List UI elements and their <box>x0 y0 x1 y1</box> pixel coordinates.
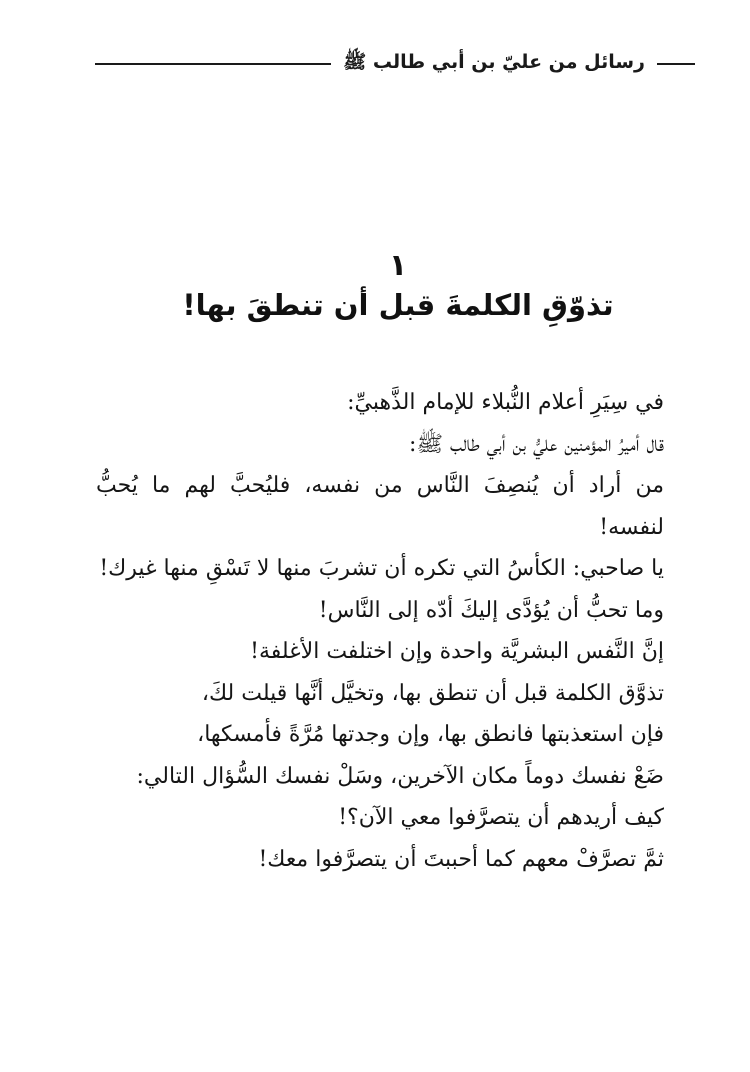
header-rule-left <box>95 63 331 65</box>
chapter-number: ١ <box>388 248 408 283</box>
paragraph: إنَّ النَّفس البشريَّة واحدة وإن اختلفت الأغلفة! <box>250 639 664 664</box>
paragraph: يا صاحبي: الكأسُ التي تكره أن تشربَ منها لا تَسْقِ منها غيرك! <box>99 556 664 581</box>
paragraph: فإن استعذبتها فانطق بها، وإن وجدتها مُرَّةً فأمسكها، <box>197 722 664 747</box>
header-rule-right <box>657 63 695 65</box>
paragraph: من أراد أن يُنصِفَ النَّاس من نفسه، فليُحبَّ لهم ما يُحبُّ لنفسه! <box>96 473 664 540</box>
paragraph: ضَعْ نفسك دوماً مكان الآخرين، وسَلْ نفسك السُّؤال التالي: <box>136 763 664 789</box>
paragraph: في سِيَرِ أعلام النُّبلاء للإمام الذَّهبيِّ: <box>347 390 664 415</box>
paragraph: قال أميرُ المؤمنين عليُّ بن أبي طالب ﷺ: <box>409 431 664 457</box>
running-header-title: رسائل من عليّ بن أبي طالب ﷺ <box>343 51 645 73</box>
body-text <box>96 382 664 880</box>
chapter-title: تذوّقِ الكلمةَ قبل أن تنطقَ بها! <box>182 288 614 322</box>
paragraph: وما تحبُّ أن يُؤدَّى إليكَ أدّه إلى النَّاس! <box>318 597 664 623</box>
paragraph: كيف أريدهم أن يتصرَّفوا معي الآن؟! <box>338 805 664 830</box>
paragraph: تذوَّق الكلمة قبل أن تنطق بها، وتخيَّل أنَّها قيلت لكَ، <box>201 680 664 706</box>
paragraph: ثمَّ تصرَّفْ معهم كما أحببتَ أن يتصرَّفوا معك! <box>258 846 664 872</box>
running-header <box>95 44 695 84</box>
